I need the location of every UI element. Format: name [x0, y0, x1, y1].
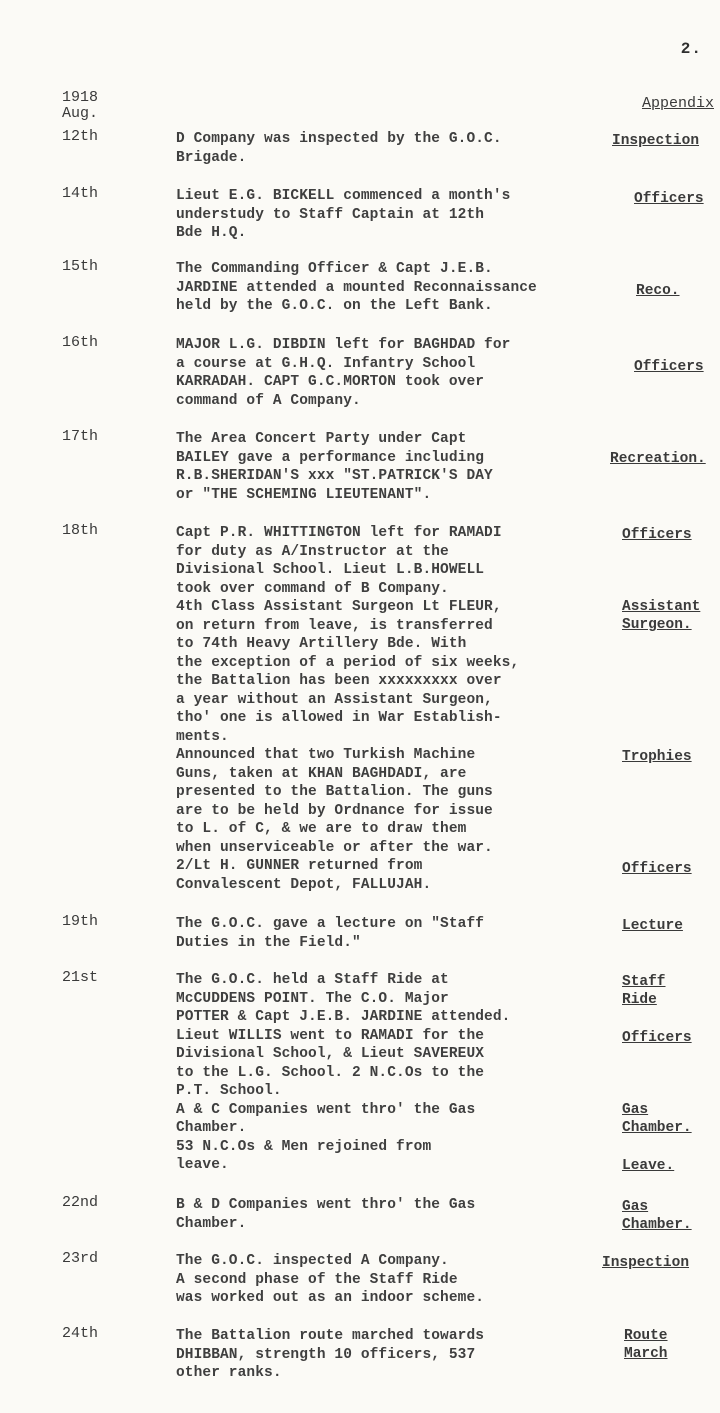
- entry-date: 19th: [62, 913, 99, 930]
- entry-date: 24th: [62, 1325, 99, 1342]
- appendix-note: Route March: [624, 1328, 668, 1362]
- appendix-note: Recreation.: [610, 451, 706, 467]
- header-month: Aug.: [62, 105, 99, 122]
- entry-text: Lieut E.G. BICKELL commenced a month's understudy to Staff Captain at 12th Bde H.Q.: [176, 188, 511, 241]
- entry-date: 23rd: [62, 1250, 99, 1267]
- entry-text: The Area Concert Party under Capt BAILEY gave a performance including R.B.SHERIDAN'S xxx "ST.PATRICK'S DAY or "THE SCHEMING LIEUTENANT".: [176, 431, 493, 503]
- appendix-note: Officers: [622, 861, 692, 877]
- page-number: 2.: [680, 40, 702, 58]
- entry-text: The Commanding Officer & Capt J.E.B. JARDINE attended a mounted Reconnaissance held by the G.O.C. on the Left Bank.: [176, 261, 537, 314]
- appendix-heading: Appendix: [641, 95, 714, 112]
- appendix-note: Officers: [622, 527, 692, 543]
- appendix-note: Officers: [634, 191, 704, 207]
- appendix-note: Leave.: [622, 1158, 675, 1174]
- entry-text: Capt P.R. WHITTINGTON left for RAMADI for duty as A/Instructor at the Divisional School. Lieut L.B.HOWELL took over command of B Company. 4th Class Assistant Surgeon Lt FLEUR, on return from leave, is transferred to 74th Heavy Artillery Bde. With the exception of a period of six weeks, the Battalion has been xxxxxxxxx over a year without an Assistant Surgeon, tho' one is allowed in War Establish- ments. Announced that two Turkish Machine Guns, taken at KHAN BAGHDADI, are presented to the Battalion. The guns are to be held by Ordnance for issue to L. of C, & we are to draw them when unserviceable or after the war. 2/Lt H. GUNNER returned from Convalescent Depot, FALLUJAH.: [176, 525, 520, 893]
- entry-text: The G.O.C. held a Staff Ride at McCUDDENS POINT. The C.O. Major POTTER & Capt J.E.B. JARDINE attended. Lieut WILLIS went to RAMADI for the Divisional School, & Lieut SAVEREUX to the L.G. School. 2 N.C.Os to the P.T. School. A & C Companies went thro' the Gas Chamber. 53 N.C.Os & Men rejoined from leave.: [176, 972, 511, 1173]
- entry-date: 14th: [62, 185, 99, 202]
- appendix-note: Lecture: [622, 918, 683, 934]
- appendix-note: Inspection: [602, 1255, 690, 1271]
- entry-date: 12th: [62, 128, 99, 145]
- appendix-note: Gas Chamber.: [622, 1199, 692, 1233]
- entry-text: D Company was inspected by the G.O.C. Brigade.: [176, 131, 502, 166]
- appendix-note: Officers: [634, 359, 704, 375]
- entry-text: The G.O.C. inspected A Company. A second phase of the Staff Ride was worked out as an indoor scheme.: [176, 1253, 485, 1306]
- appendix-note: Reco.: [636, 283, 680, 299]
- entry-date: 22nd: [62, 1194, 99, 1211]
- entry-text: The Battalion route marched towards DHIBBAN, strength 10 officers, 537 other ranks.: [176, 1328, 485, 1381]
- appendix-note: Officers: [622, 1030, 692, 1046]
- header-date: [62, 90, 98, 122]
- entry-text: MAJOR L.G. DIBDIN left for BAGHDAD for a course at G.H.Q. Infantry School KARRADAH. CAPT G.C.MORTON took over command of A Company.: [176, 337, 511, 409]
- entry-date: 18th: [62, 522, 99, 539]
- entry-date: 15th: [62, 258, 99, 275]
- appendix-note: Staff Ride: [622, 974, 666, 1008]
- entry-date: 17th: [62, 428, 99, 445]
- appendix-note: Gas Chamber.: [622, 1102, 692, 1136]
- entry-text: B & D Companies went thro' the Gas Chamber.: [176, 1197, 476, 1232]
- entry-date: 21st: [62, 969, 99, 986]
- appendix-note: Assistant Surgeon.: [622, 599, 701, 633]
- entry-date: 16th: [62, 334, 99, 351]
- entry-text: The G.O.C. gave a lecture on "Staff Duties in the Field.": [176, 916, 485, 951]
- header-year: 1918: [62, 89, 99, 106]
- appendix-note: Trophies: [622, 749, 692, 765]
- appendix-note: Inspection: [612, 133, 700, 149]
